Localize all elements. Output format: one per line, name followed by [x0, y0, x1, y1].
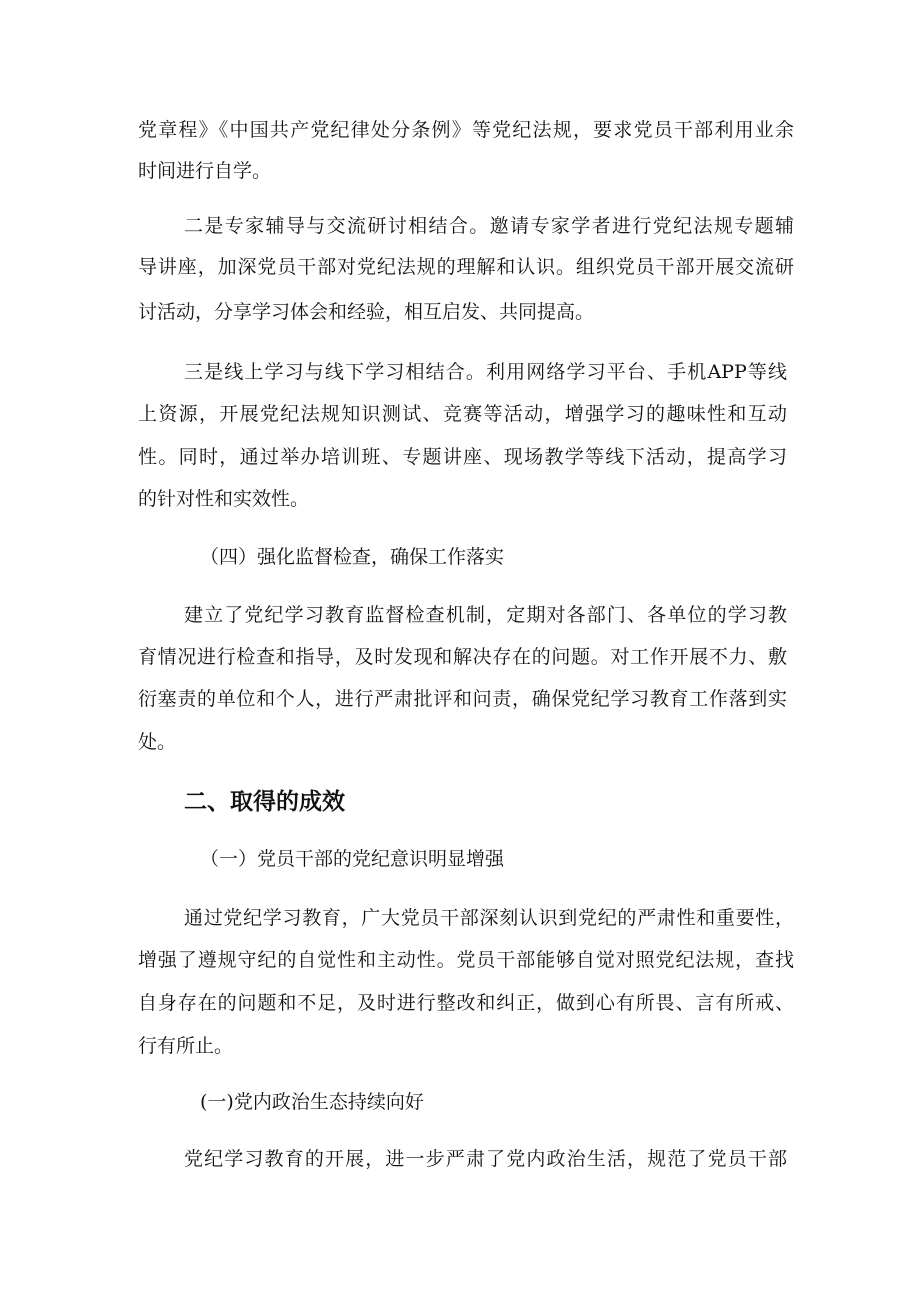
subheading: （四）强化监督检查，确保工作落实 — [200, 546, 505, 568]
paragraph-line: 衍塞责的单位和个人，进行严肃批评和问责，确保党纪学习教育工作落到实 — [138, 688, 787, 710]
section-heading: 二、取得的成效 — [184, 789, 345, 815]
paragraph-line: 时间进行自学。 — [138, 160, 272, 182]
paragraph-line: 处。 — [138, 731, 177, 753]
paragraph-line: 讨活动，分享学习体会和经验，相互启发、共同提高。 — [138, 301, 595, 323]
paragraph-line: 上资源，开展党纪法规知识测试、竞赛等活动，增强学习的趣味性和互动 — [138, 403, 787, 425]
paragraph-line: 党章程》《中国共产党纪律处分条例》等党纪法规，要求党员干部利用业余 — [138, 119, 794, 141]
subheading: (一)党内政治生态持续向好 — [200, 1091, 424, 1113]
paragraph-line: 建立了党纪学习教育监督检查机制，定期对各部门、各单位的学习教 — [184, 604, 787, 626]
paragraph-line: 自身存在的问题和不足，及时进行整改和纠正，做到心有所畏、言有所戒、 — [138, 992, 794, 1014]
paragraph-line: 三是线上学习与线下学习相结合。利用网络学习平台、手机APP等线 — [184, 361, 787, 383]
paragraph-line: 通过党纪学习教育，广大党员干部深刻认识到党纪的严肃性和重要性， — [184, 907, 794, 929]
paragraph-line: 性。同时，通过举办培训班、专题讲座、现场教学等线下活动，提高学习 — [138, 446, 787, 468]
paragraph-line: 导讲座，加深党员干部对党纪法规的理解和认识。组织党员干部开展交流研 — [138, 256, 794, 278]
paragraph-line: 行有所止。 — [138, 1035, 234, 1057]
paragraph-line: 二是专家辅导与交流研讨相结合。邀请专家学者进行党纪法规专题辅 — [184, 215, 794, 237]
paragraph-line: 育情况进行检查和指导，及时发现和解决存在的问题。对工作开展不力、敷 — [138, 646, 787, 668]
paragraph-line: 增强了遵规守纪的自觉性和主动性。党员干部能够自觉对照党纪法规，查找 — [138, 949, 794, 971]
paragraph-line: 的针对性和实效性。 — [138, 488, 310, 510]
subheading: （一）党员干部的党纪意识明显增强 — [200, 848, 505, 870]
paragraph-line: 党纪学习教育的开展，进一步严肃了党内政治生活，规范了党员干部 — [184, 1148, 787, 1170]
